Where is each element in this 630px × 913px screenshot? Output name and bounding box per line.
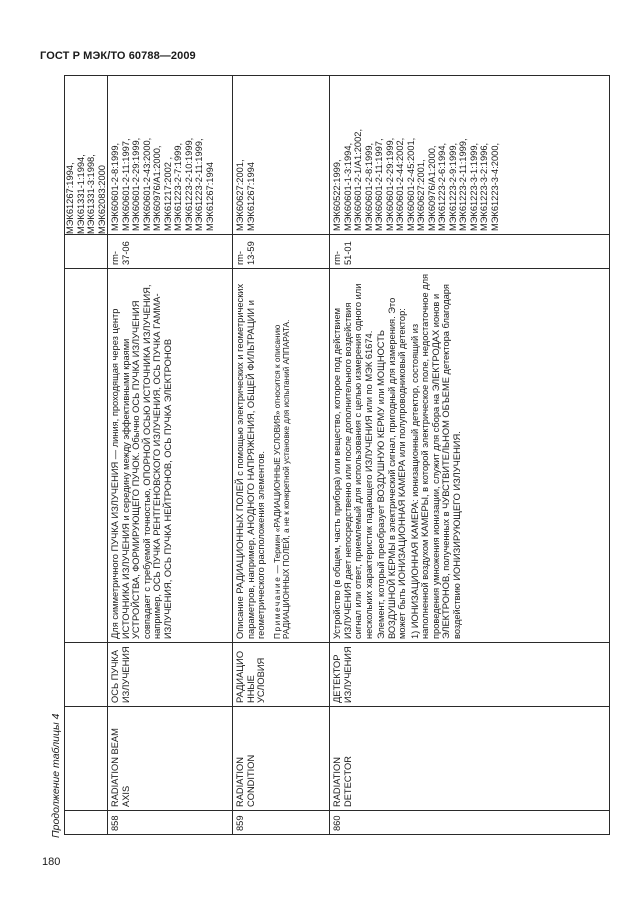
term-number: 859 [233,811,330,835]
ref-line: МЭК61223-2-10:1999, [183,137,194,231]
ref-line: МЭК60601-2-1/А1:2002, [353,128,363,231]
ref-line: МЭК61223-2-7:1999, [173,142,183,231]
term-english: RADIATION CONDITION [233,707,330,811]
term-english: RADIATION DETECTOR [330,707,610,811]
term-references [330,76,610,235]
cell-empty [65,235,108,269]
ref-line: МЭК60601-2-8:1999, [363,142,374,231]
ref-line: МЭК61223-3-4:2000, [489,142,500,231]
rotated-table-wrapper [64,75,587,835]
ref-line: МЭК61223-2-6:1994, [437,142,447,231]
ref-line: МЭК61223-2-9:1999, [447,142,458,231]
note-label: Примечание [272,575,282,639]
ref-line: МЭК60627:2001, [235,159,245,231]
term-definition [233,269,330,643]
continued-row [65,76,108,835]
term-references [108,76,233,235]
table-row [330,76,610,835]
term-number: 858 [108,811,233,835]
ref-line: МЭК60601-2-44:2002, [395,137,405,231]
definition-text: Описание РАДИАЦИОННЫХ ПОЛЕЙ с помощью электрических и геометрических параметров, например, АНОДНОГО НАПРЯЖЕНИЯ, ОБЩЕЙ ФИЛЬТРАЦИИ и геометрического расположения элементов. [235,283,266,639]
definition-text: Устройство (в общем, часть прибора) или вещество, которое под действием ИЗЛУЧЕНИЯ дает непосредственно или после дополнительного воздействия сигнал или ответ, приемлемый для использования с целью измерения одного или нескольких характеристик падающего ИЗЛУЧЕНИЯ или по МЭК 61674. [332,283,374,639]
ref-line: МЭК60601-2-29:1999, [384,137,395,231]
ref-line: МЭК61223-2-11:1999, [194,138,204,231]
table-row [233,76,330,835]
ref-line: МЭК60601-2-11:1997, [374,138,384,231]
cell-empty [65,643,108,707]
ref-line: МЭК60601-2-43:2000, [141,137,152,231]
term-definition [330,269,610,643]
definition-note [273,272,292,639]
table-row [108,76,233,835]
note-text: — Термин «РАДИАЦИОННЫЕ УСЛОВИЯ» относится к описанию РАДИАЦИОННЫХ ПОЛЕЙ, а не к конкретной установке для испытаний АППАРАТА. [272,319,291,639]
ref-line: МЭК61223-3-1:1999, [468,142,479,231]
terms-table [64,75,610,835]
ref-line: МЭК60627:2001, [416,159,426,231]
ref-line: МЭК61223-2-11:1999, [458,138,468,231]
page-number: 180 [42,856,61,868]
cell-empty [65,269,108,643]
definition-text-3: 1) ИОНИЗАЦИОННАЯ КАМЕРА: ионизационный детектор, состоящий из наполненной воздухом КАМЕРЫ, в которой электрическое поле, недостаточное для проведения умножения ионизации, служит для сбора на ЭЛЕКТРОДАХ ионов и ЭЛЕКТРОНОВ, полученных в ЧУВСТВИТЕЛЬНОМ ОБЪЕМЕ детектора благодаря воздействию ИОНИЗИРУЮЩЕГО ИЗЛУЧЕНИЯ. [409,273,462,639]
definition-text-2: Элемент, который преобразует ВОЗДУШНУЮ КЕРМУ или МОЩНОСТЬ ВОЗДУШНОЙ КЕРМЫ в электрический сигнал, пригодный для измерения. Это может быть ИОНИЗАЦИОННАЯ КАМЕРА или полупроводниковый детектор: [376,297,407,639]
ref-line: МЭК62083:2000 [96,165,107,234]
ref-line: МЭК60601-2-8:1999, [110,142,120,231]
cell-empty [65,811,108,835]
term-definition [108,269,233,643]
term-russian: ОСЬ ПУЧКА ИЗЛУЧЕНИЯ [108,643,233,707]
ref-line: МЭК60601-1-3:1994, [342,142,353,231]
ref-line: МЭК60601-2-45:2001, [405,137,416,231]
term-references [233,76,330,235]
term-number: 860 [330,811,610,835]
table-caption: Продолжение таблицы 4 [50,713,62,838]
term-english: RADIATION BEAM AXIS [108,707,233,811]
ref-line: МЭК60601-2-29:1999, [131,137,141,231]
ref-line: МЭК61217:2002 , [162,156,173,231]
ref-line: МЭК60601-2-11:1997, [120,138,131,231]
ref-line: МЭК61331-1:1994, [75,154,86,234]
definition-text: Для симметричного ПУЧКА ИЗЛУЧЕНИЯ — линия, проходящая через центр ИСТОЧНИКА ИЗЛУЧЕНИЯ и середину между эффективными краями УСТРОЙСТВА, ФОРМИРУЮЩЕГО ПУЧОК. Обычно ОСЬ ПУЧКА ИЗЛУЧЕНИЯ совпадает с требуемой точностью, ОПОРНОЙ ОСЬЮ ИСТОЧНИКА ИЗЛУЧЕНИЯ, например, ОСЬ ПУЧКА РЕНТГЕНОВСКОГО ИЗЛУЧЕНИЯ, ОСЬ ПУЧКА ГАММА-ИЗЛУЧЕНИЯ, ОСЬ ПУЧКА НЕЙТРОНОВ, ОСЬ ПУЧКА ЭЛЕКТРОНОВ [110,284,173,639]
ref-line: МЭК61331-3:1998, [86,154,96,234]
term-russian: РАДИАЦИОННЫЕ УСЛОВИЯ [233,643,330,707]
document-header: ГОСТ Р МЭК/ТО 60788—2009 [40,50,196,62]
ref-line: МЭК61223-3-2:1996, [479,142,489,231]
term-code: rm-51-01 [330,235,610,269]
cell-empty [65,707,108,811]
ref-line: МЭК60522:1999, [332,159,342,231]
term-code: rm-37-06 [108,235,233,269]
ref-line: МЭК61267:1994, [65,162,75,234]
term-russian: ДЕТЕКТОР ИЗЛУЧЕНИЯ [330,643,610,707]
ref-line: МЭК61267:1994 [245,162,256,231]
continued-refs-cell [65,76,108,235]
ref-line: МЭК61267:1994 [204,162,215,231]
ref-line: МЭК60976/А1:2000, [426,145,437,231]
ref-line: МЭК60976/А1:2000, [152,145,162,231]
term-code: rm-13-59 [233,235,330,269]
